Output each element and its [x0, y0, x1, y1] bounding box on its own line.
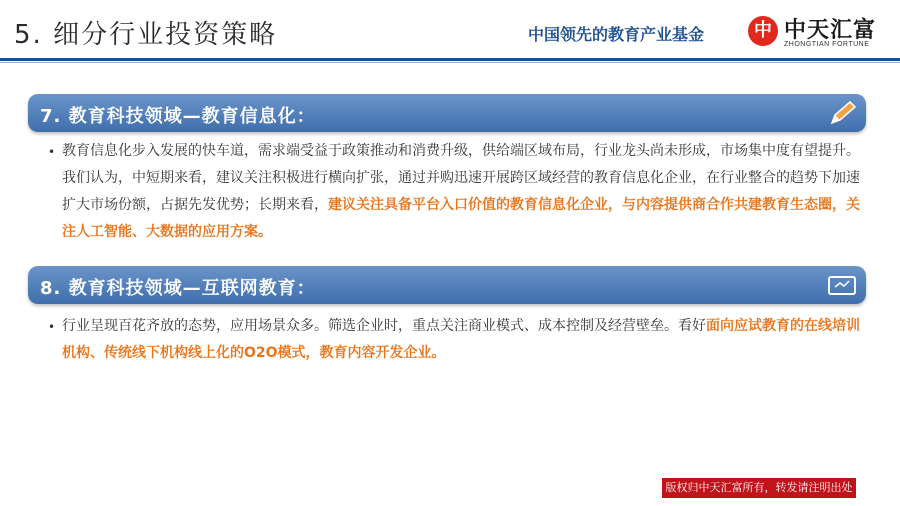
copyright-badge: 版权归中天汇富所有，转发请注明出处 [662, 478, 856, 498]
section-title: 7. 教育科技领域—教育信息化： [40, 106, 316, 127]
bullet-icon: • [48, 145, 56, 159]
logo-english: ZHONGTIAN FORTUNE [784, 41, 870, 48]
company-logo [748, 14, 888, 54]
header-divider-thin [0, 62, 900, 63]
bullet-icon: • [48, 320, 56, 334]
section-bar-internet-education [28, 266, 866, 304]
paragraph-highlight: 面向应试教育的在线培训机构、传统线下机构线上化的O2O模式，教育内容开发企业。 [62, 318, 860, 361]
pencil-icon [826, 99, 858, 127]
logo-name: 中天汇富 [784, 18, 877, 43]
section-title: 8. 教育科技领域—互联网教育： [40, 278, 316, 299]
section-paragraph [62, 138, 862, 246]
paragraph-text: 教育信息化步入发展的快车道，需求端受益于政策推动和消费升级，供给端区域布局，行业龙头尚未形成，市场集中度有望提升。我们认为，中短期来看，建议关注积极进行横向扩张，通过并购迅速开展跨区域经营的教育信息化企业，在行业整合的趋势下加速扩大市场份额，占据先发优势；长期来看， [62, 143, 860, 213]
header [0, 0, 900, 70]
tagline: 中国领先的教育产业基金 [528, 25, 705, 44]
page-title: 5. 细分行业投资策略 [14, 20, 278, 50]
logo-mark-icon: 中 [748, 16, 778, 46]
header-divider [0, 58, 900, 61]
paragraph-text: 行业呈现百花齐放的态势，应用场景众多。筛选企业时，重点关注商业模式、成本控制及经营壁垒。看好 [62, 318, 706, 334]
section-bar-edtech-informatization [28, 94, 866, 132]
section-paragraph [62, 313, 862, 367]
paragraph-highlight: 建议关注具备平台入口价值的教育信息化企业，与内容提供商合作共建教育生态圈，关注人工智能、大数据的应用方案。 [62, 197, 860, 240]
tablet-icon [826, 271, 858, 299]
